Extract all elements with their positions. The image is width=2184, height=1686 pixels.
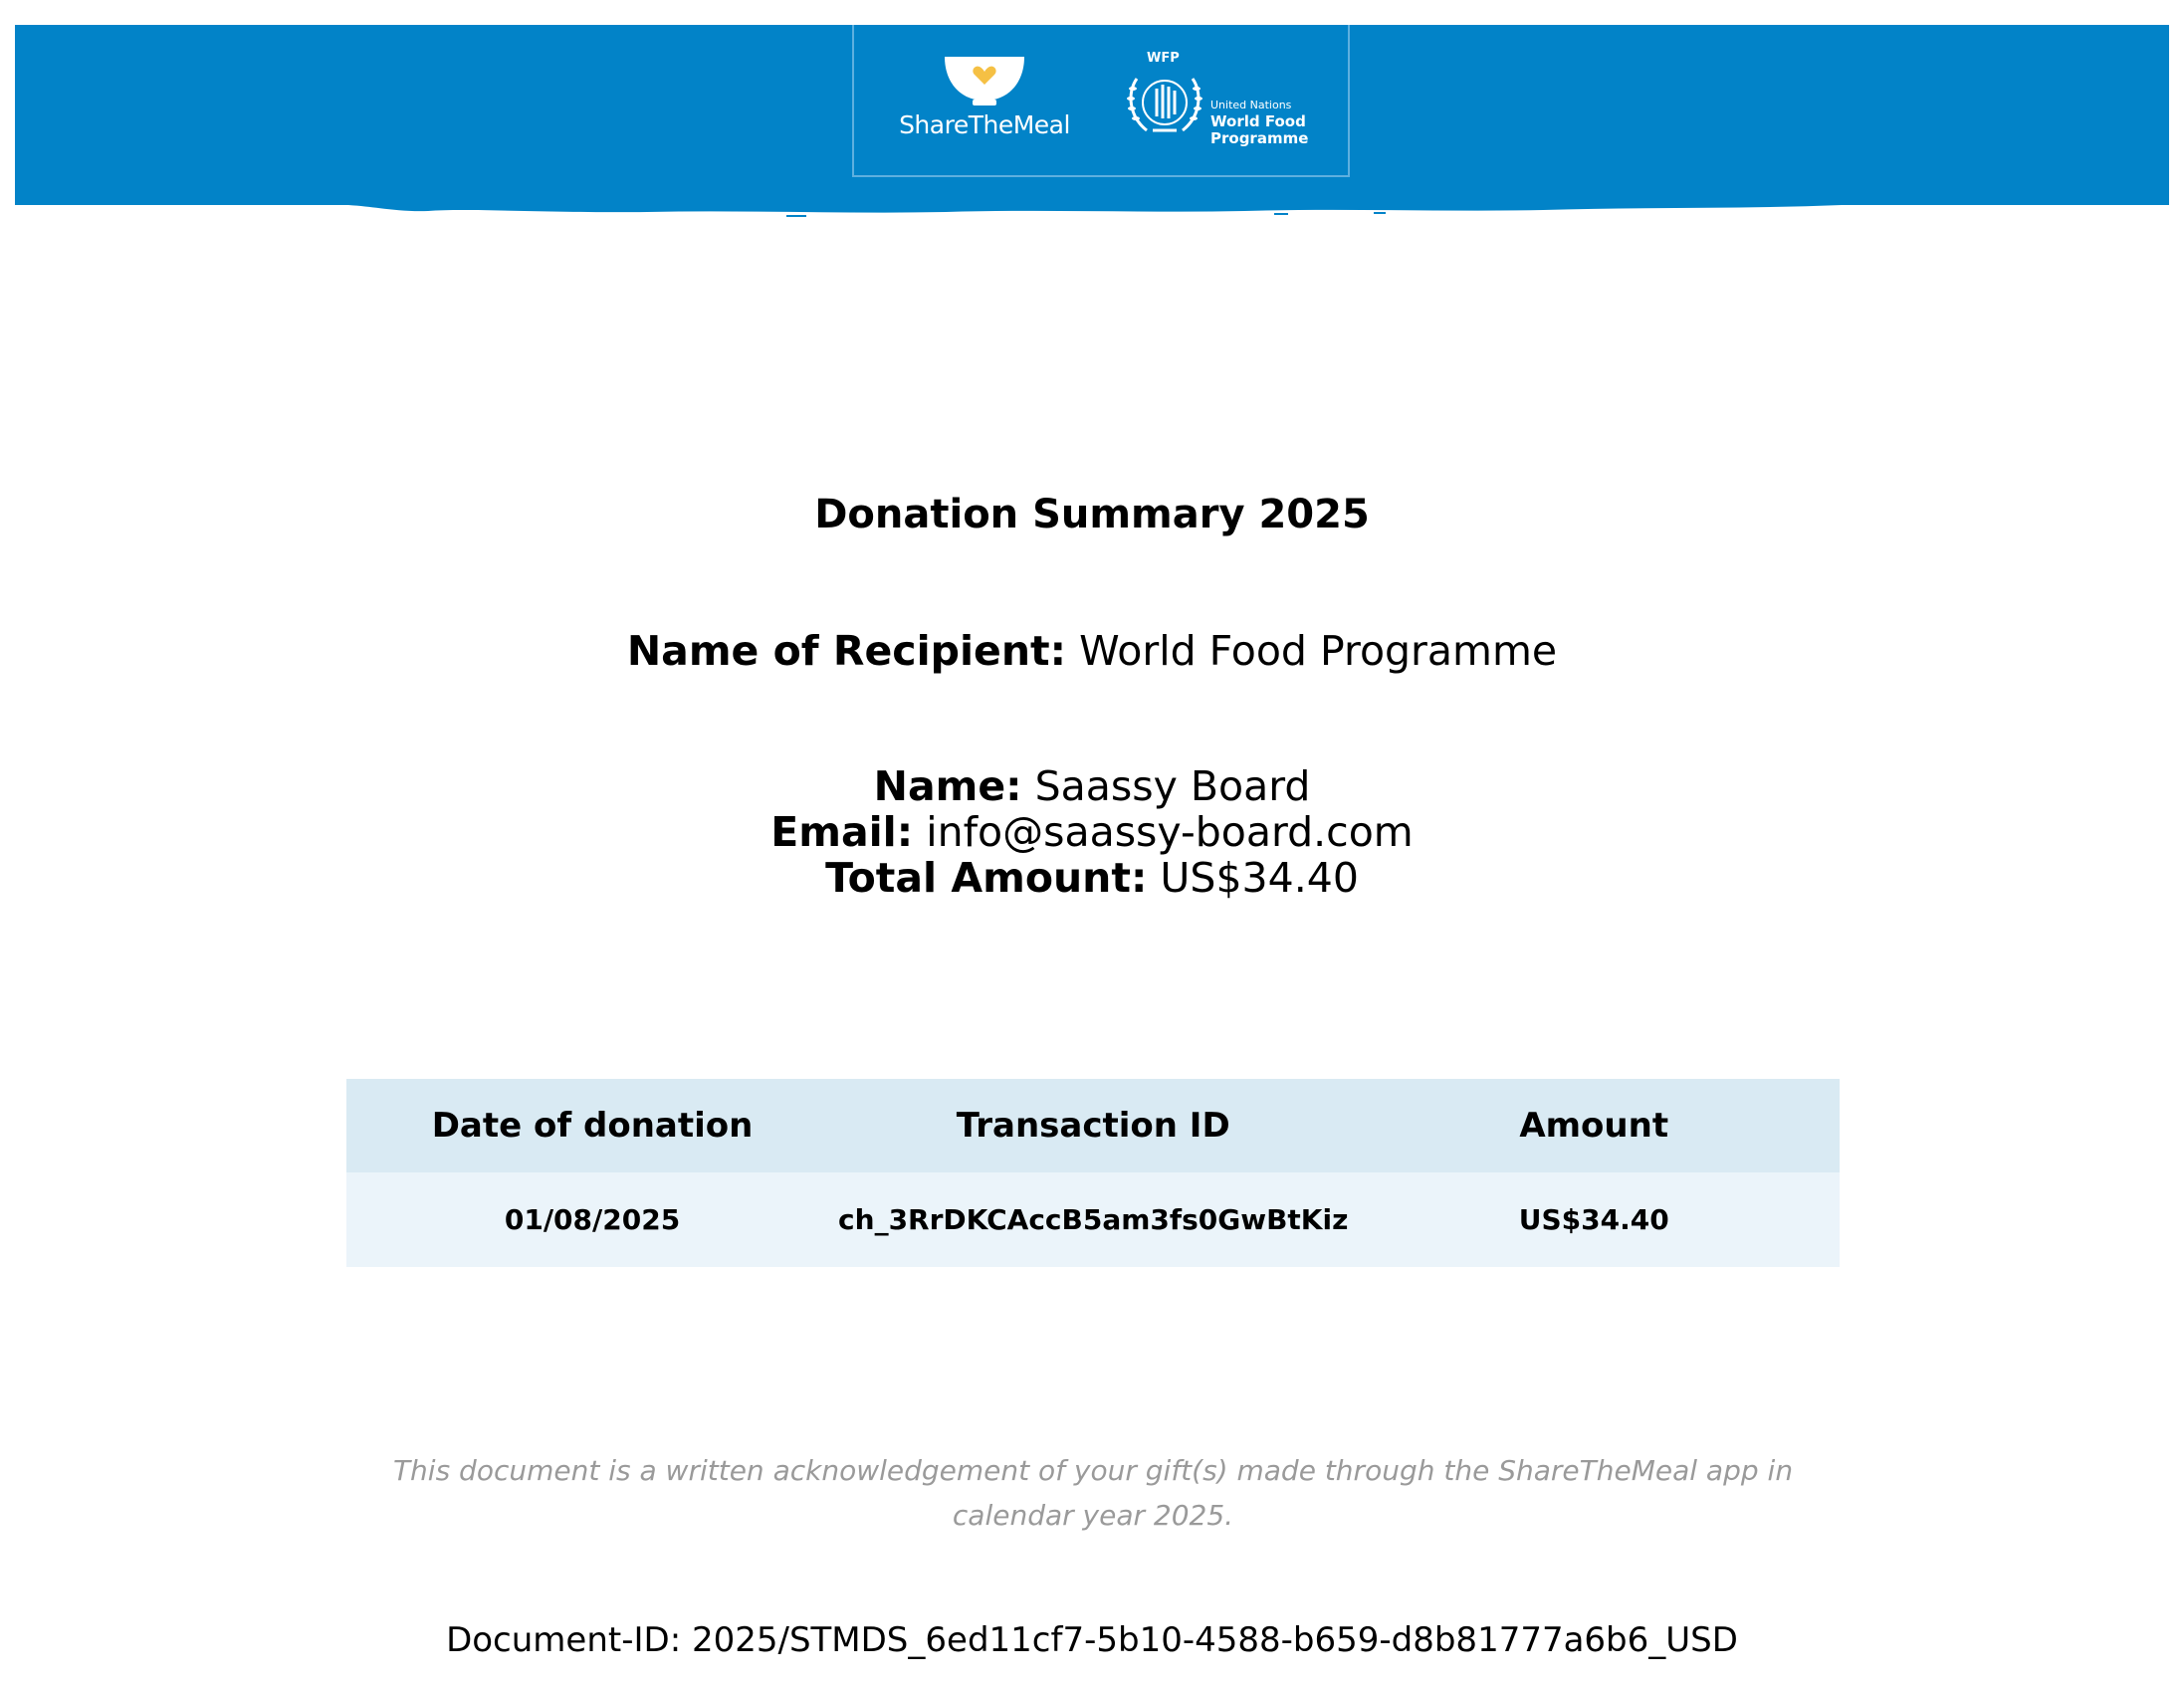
column-header-transaction-id: Transaction ID	[838, 1079, 1348, 1172]
bowl-icon	[943, 55, 1026, 106]
cell-amount: US$34.40	[1348, 1172, 1840, 1267]
page-title: Donation Summary 2025	[814, 492, 1370, 537]
column-header-amount: Amount	[1348, 1079, 1840, 1172]
name-value: Saassy Board	[1034, 762, 1311, 810]
table-header-row	[346, 1079, 1840, 1172]
wfp-abbr: WFP	[1147, 51, 1180, 66]
name-label: Name:	[873, 762, 1022, 810]
acknowledgement-note: This document is a written acknowledgement of your gift(s) made through the ShareTheMeal app in calendar year 2025.	[392, 1454, 1794, 1532]
donor-info	[0, 763, 2184, 901]
recipient-label: Name of Recipient:	[626, 627, 1067, 675]
column-header-date: Date of donation	[346, 1079, 838, 1172]
total-line	[0, 855, 2184, 901]
wfp-logo	[1123, 51, 1332, 164]
wfp-line-1: United Nations	[1210, 99, 1292, 111]
total-value: US$34.40	[1160, 854, 1359, 902]
table-row	[346, 1172, 1840, 1267]
document-id: Document-ID: 2025/STMDS_6ed11cf7-5b10-4588-b659-d8b81777a6b6_USD	[446, 1620, 1738, 1660]
wfp-emblem-icon	[1123, 59, 1206, 142]
wfp-line-3: Programme	[1210, 129, 1309, 147]
name-line	[0, 763, 2184, 809]
donations-table	[346, 1079, 1840, 1267]
cell-transaction-id: ch_3RrDKCAccB5am3fs0GwBtKiz	[838, 1172, 1348, 1267]
wfp-line-2: World Food	[1210, 112, 1306, 130]
email-label: Email:	[770, 808, 914, 856]
torn-edge-decoration	[348, 199, 1842, 229]
logo-box	[852, 25, 1350, 177]
sharethemeal-logo	[890, 55, 1079, 174]
wfp-wordmark	[1210, 97, 1308, 147]
email-line	[0, 809, 2184, 855]
cell-date: 01/08/2025	[346, 1172, 838, 1267]
email-value: info@saassy-board.com	[926, 808, 1414, 856]
total-label: Total Amount:	[825, 854, 1148, 902]
recipient-value: World Food Programme	[1079, 627, 1558, 675]
sharethemeal-logo-text: ShareTheMeal	[899, 110, 1070, 139]
recipient-line	[0, 627, 2184, 675]
